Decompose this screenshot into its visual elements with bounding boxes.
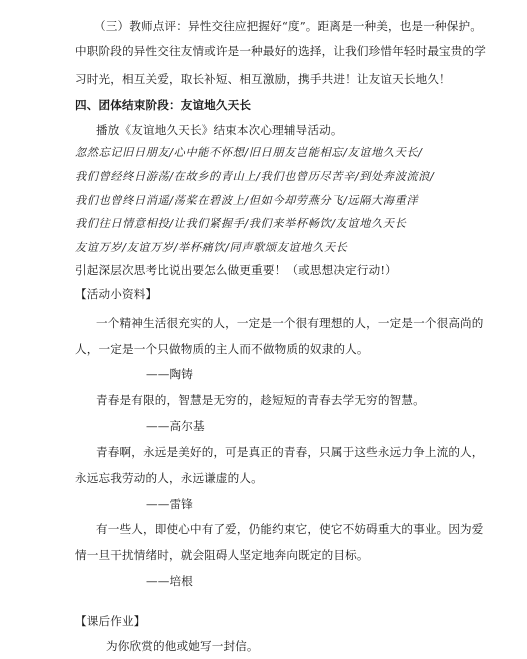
quote-4-author: ——培根	[146, 574, 193, 588]
quote-2-line-1: 青春是有限的，智慧是无穷的，趁短短的青春去学无穷的智慧。	[96, 393, 425, 407]
materials-heading: 【活动小资料】	[75, 287, 158, 301]
quote-1-line-2: 人，一定是一个只做物质的主人而不做物质的奴隶的人。	[75, 342, 369, 356]
quote-3-line-2: 永远忘我劳动的人，永远谦虚的人。	[75, 471, 263, 485]
closing-intro: 播放《友谊地久天长》结束本次心理辅导活动。	[96, 123, 343, 137]
quote-1-line-1: 一个精神生活很充实的人，一定是一个很有理想的人，一定是一个很高尚的	[96, 316, 484, 330]
lyric-line: 我们曾经终日游荡/在故乡的青山上/我们也曾历尽苦辛/到处奔波流浪/	[75, 170, 435, 183]
reflection-note: 引起深层次思考比说出要怎么做更重要！（或思想决定行动!）	[75, 263, 397, 277]
homework-task: 为你欣赏的他或她写一封信。	[106, 639, 259, 653]
homework-heading: 【课后作业】	[75, 614, 146, 628]
lyric-line: 友谊万岁/友谊万岁/举杯痛饮/同声歌颂友谊地久天长	[75, 241, 348, 254]
section-heading-closing: 四、团体结束阶段：友谊地久天长	[75, 98, 252, 112]
quote-4-line-2: 情一旦干扰情绪时，就会阻碍人坚定地奔向既定的目标。	[75, 548, 369, 562]
teacher-comment-line-3: 习时光，相互关爱，取长补短、相互激励，携手共进！让友谊天长地久！	[75, 72, 451, 86]
lyric-line: 忽然忘记旧日朋友/心中能不怀想/旧日朋友岂能相忘/友谊地久天长/	[75, 146, 423, 159]
quote-2-author: ——高尔基	[146, 419, 205, 433]
quote-4-line-1: 有一些人，即使心中有了爱，仍能约束它，使它不妨碍重大的事业。因为爱	[96, 522, 484, 536]
quote-3-author: ——雷锋	[146, 497, 193, 511]
teacher-comment-line-2: 中职阶段的异性交往友情或许是一种最好的选择，让我们珍惜年轻时最宝贵的学	[75, 44, 487, 58]
teacher-comment-line-1: （三）教师点评：异性交往应把握好“度”。距离是一种美，也是一种保护。	[94, 19, 482, 33]
lyric-line: 我们也曾终日消遥/荡桨在碧波上/但如今却劳燕分飞/远隔大海重洋	[75, 194, 419, 207]
quote-1-author: ——陶铸	[146, 367, 193, 381]
quote-3-line-1: 青春啊，永远是美好的，可是真正的青春，只属于这些永远力争上流的人，	[96, 445, 484, 459]
lyric-line: 我们往日情意相投/让我们紧握手/我们来举杯畅饮/友谊地久天长	[75, 217, 407, 230]
